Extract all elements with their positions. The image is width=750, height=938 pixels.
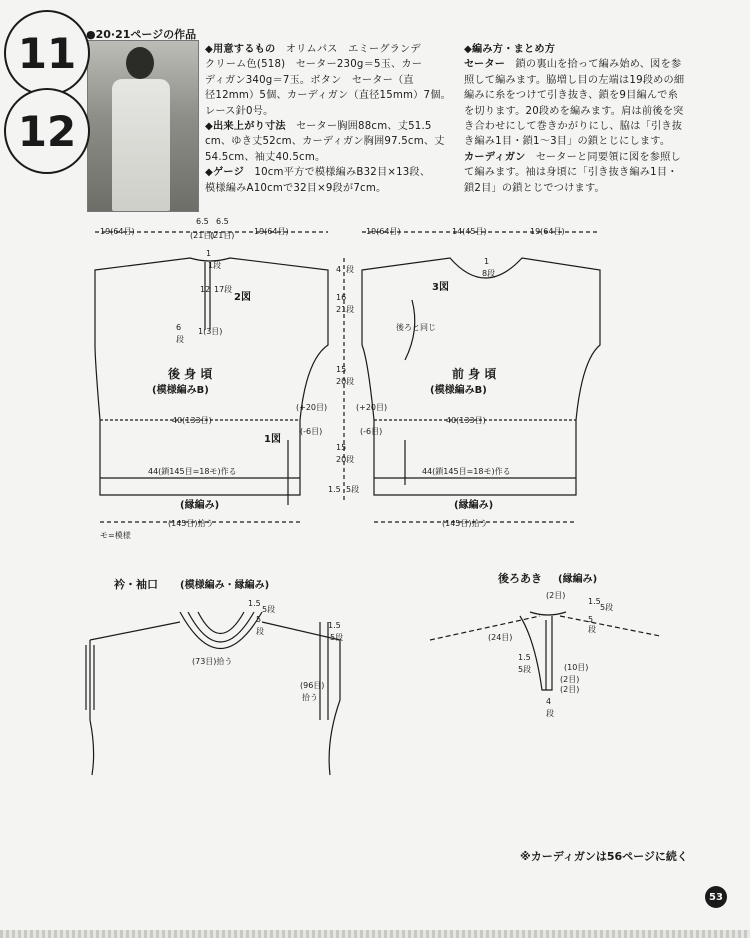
cardigan-line-1: て編みます。袖は身頃に「引き抜き編み1目・	[464, 167, 678, 179]
page-number: 53	[705, 886, 727, 908]
gauge-line-0: 10cm平方で模様編みB32目×13段、	[254, 167, 431, 179]
cardigan-heading: カーディガン	[464, 151, 526, 163]
height-20b: 20段	[336, 455, 355, 464]
back-slit-d: 1(3目)	[198, 327, 223, 336]
back-border: (縁編み)	[180, 500, 220, 511]
opening-r4: 段	[588, 625, 596, 634]
back-slit-b-row: 17段	[214, 285, 233, 294]
back-dim-neck-a-sts: (21目)	[190, 231, 215, 240]
item-number-12-text: 12	[17, 106, 77, 156]
front-plus20: (+20目)	[356, 403, 388, 412]
collar-pickup: (73目)拾う	[192, 657, 233, 666]
item-number-11-text: 11	[17, 28, 77, 78]
collar-ring-inner2	[198, 612, 244, 634]
collar-title: 衿・袖口	[114, 578, 158, 591]
back-fig2: 2図	[234, 292, 251, 303]
collar-sub: (模様編み・縁編み)	[180, 580, 270, 591]
sleeve-rows-2: 5段	[330, 633, 344, 642]
height-4: 4	[336, 265, 342, 274]
height-4-row: 段	[346, 265, 354, 274]
size-line-2: 54.5cm、袖丈40.5cm。	[205, 151, 326, 163]
back-title: 後 身 頃	[168, 367, 213, 381]
back-width-145: (145目)拾う	[168, 519, 214, 528]
front-dim-top-mid: 14(45目)	[452, 227, 487, 236]
sleeve-pickup: (96目)	[300, 681, 325, 690]
back-dim-neck-b: 6.5	[216, 217, 229, 226]
opening-top: (2目)	[546, 591, 566, 600]
opening-r2: 5段	[600, 603, 614, 612]
collar-ring-outer	[180, 612, 262, 649]
sweater-heading: セーター	[464, 59, 506, 71]
materials-line-0: オリムパス エミーグランデ	[285, 44, 421, 55]
front-pattern: (模様編みB)	[430, 385, 487, 396]
opening-right-c: (2目)	[560, 685, 580, 694]
materials-line-4: レース針0号。	[205, 105, 274, 117]
opening-small-b: 5段	[518, 665, 532, 674]
sleeve-rows-1: 1.5	[328, 621, 341, 630]
continued-note: ※カーディガンは56ページに続く	[520, 850, 688, 863]
opening-left: (24目)	[488, 633, 513, 642]
height-15a: 15	[336, 365, 347, 374]
back-slit-a: 1	[206, 249, 212, 258]
collar-rows-2: 5段	[262, 605, 276, 614]
opening-title: 後ろあき	[498, 572, 542, 585]
collar-rows-3: 5	[256, 615, 262, 624]
back-slit-a-row: 1段	[208, 261, 222, 270]
height-20: 20段	[336, 377, 355, 386]
materials-heading: ◆用意するもの	[205, 44, 276, 55]
opening-shoulder-left	[430, 616, 540, 640]
opening-r3: 5	[588, 615, 594, 624]
sweater-line-4: き合わせにして巻きかがりにし、脇は「引き抜	[464, 121, 683, 133]
opening-right-a: (10目)	[564, 663, 589, 672]
front-same-as-back: 後ろと同じ	[396, 323, 436, 332]
collar-rows-1: 1.5	[248, 599, 261, 608]
opening-labels	[488, 571, 613, 718]
size-line-0: セーター胸囲88cm、丈51.5	[296, 121, 432, 133]
back-pattern: (模様編みB)	[152, 385, 209, 396]
front-border: (縁編み)	[454, 500, 494, 511]
back-dim-top-right: 19(64目)	[254, 227, 289, 236]
opening-neck-curve	[530, 612, 566, 615]
sweater-line-2: 編みに糸をつけて引き抜き、鎖を9目編んで糸	[464, 90, 679, 102]
opening-sub: (縁編み)	[558, 574, 598, 585]
front-dim-top-left: 19(64目)	[366, 227, 401, 236]
opening-right-b: (2目)	[560, 675, 580, 684]
back-slit-c: 6	[176, 323, 182, 332]
front-neck-row: 8段	[482, 269, 496, 278]
size-heading: ◆出来上がり寸法	[205, 121, 286, 133]
sleeve-pickup-2: 拾う	[302, 693, 318, 702]
gauge-line-1: 模様編みA10cmで32目×9段が7cm。	[205, 182, 387, 194]
back-slit-c-row: 段	[176, 335, 184, 344]
front-neck-depth: 1	[484, 257, 490, 266]
back-width-44: 44(鎖145目=18モ)作る	[148, 467, 237, 476]
materials-line-2: ディガン340g＝7玉。ボタン セーター（直	[205, 74, 414, 86]
back-legend: モ=模様	[100, 531, 131, 540]
front-width-145: (145目)拾う	[442, 519, 488, 528]
back-slit-b: 12	[200, 285, 211, 294]
front-minus6: (-6目)	[360, 427, 383, 436]
back-dim-top-left: 19(64目)	[100, 227, 135, 236]
front-title: 前 身 頃	[452, 367, 497, 381]
front-fig3: 3図	[432, 282, 449, 293]
scan-edge	[0, 930, 750, 938]
back-width-40: 40(133目)	[172, 416, 212, 425]
back-fig1: 1図	[264, 434, 281, 445]
sweater-line-0: 鎖の裏山を拾って編み始め、図を参	[515, 59, 682, 71]
front-width-40: 40(133目)	[446, 416, 486, 425]
height-plus20: (+20目)	[296, 403, 328, 412]
height-1-5: 1.5	[328, 485, 341, 494]
collar-rows-4: 段	[256, 627, 264, 636]
height-16: 16	[336, 293, 347, 302]
front-dim-top-right: 19(64目)	[530, 227, 565, 236]
collar-labels	[113, 577, 343, 702]
height-5: 5段	[346, 485, 360, 494]
height-21: 21段	[336, 305, 355, 314]
opening-shoulder-right	[560, 616, 660, 636]
materials-line-1: クリーム色(518) セーター230g＝5玉、カー	[205, 59, 423, 71]
pages-reference: ●20·21ページの作品	[86, 28, 197, 41]
front-labels	[356, 227, 565, 528]
sweater-line-3: を切ります。20段めを編みます。肩は前後を突	[464, 105, 684, 117]
cardigan-line-2: 鎖2目」の鎖とじでつけます。	[464, 182, 605, 194]
opening-small-a: 1.5	[518, 653, 531, 662]
method-heading: ◆編み方・まとめ方	[464, 44, 556, 55]
opening-bottom-row: 段	[546, 709, 554, 718]
front-width-44: 44(鎖145目=18モ)作る	[422, 467, 511, 476]
cardigan-line-0: セーターと同要領に図を参照し	[535, 151, 681, 163]
back-dim-neck-a: 6.5	[196, 217, 209, 226]
height-minus6: (-6目)	[300, 427, 323, 436]
sweater-line-5: き編み1目・鎖1～3目」の鎖とじにします。	[464, 136, 671, 148]
back-dim-neck-b-sts: (21目)	[210, 231, 235, 240]
opening-r1: 1.5	[588, 597, 601, 606]
height-15b: 15	[336, 443, 347, 452]
materials-line-3: 径12mm）5個、カーディガン（直径15mm）7個。	[205, 90, 451, 102]
sweater-line-1: 照して編みます。脇増し目の左端は19段めの細	[464, 74, 685, 86]
opening-bottom: 4	[546, 697, 552, 706]
gauge-heading: ◆ゲージ	[205, 167, 244, 179]
size-line-1: cm、ゆき丈52cm、カーディガン胸囲97.5cm、丈	[205, 136, 445, 148]
